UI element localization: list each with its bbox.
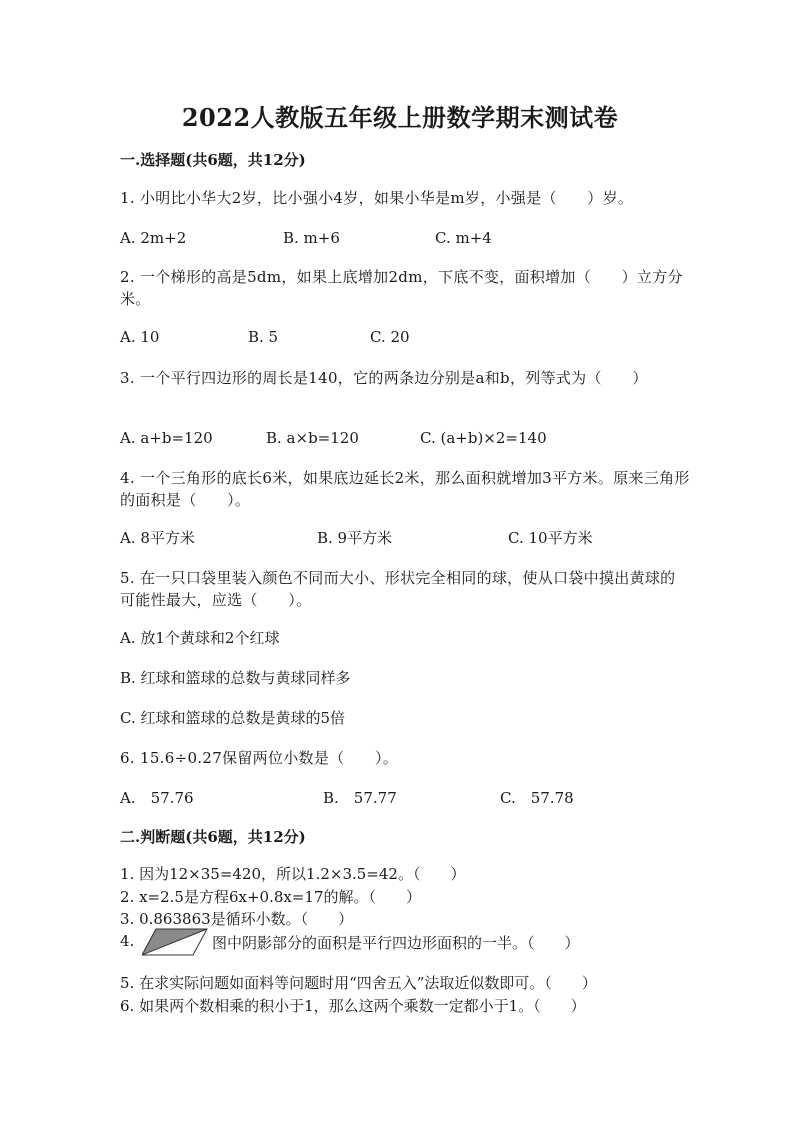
judge-item-4-text: 图中阴影部分的面积是平行四边形面积的一半。（ ） [212, 934, 580, 952]
question-4-options [120, 527, 680, 549]
option-b: B. a×b=120 [266, 429, 359, 447]
option-b: B. 9平方米 [317, 529, 393, 547]
question-6: 6. 15.6÷0.27保留两位小数是（ ）。 [120, 749, 399, 767]
option-a: A. 8平方米 [120, 529, 195, 547]
option-c: C. (a+b)×2=140 [420, 429, 547, 447]
judge-item-1: 1. 因为12×35=420，所以1.2×3.5=42。（ ） [120, 865, 466, 883]
parallelogram-figure-icon [142, 927, 208, 957]
page-title: 2022人教版五年级上册数学期末测试卷 [181, 103, 619, 132]
judge-item-6: 6. 如果两个数相乘的积小于1，那么这两个乘数一定都小于1。（ ） [120, 997, 586, 1015]
section-heading-choice: 一.选择题(共6题，共12分) [120, 151, 306, 169]
question-1: 1. 小明比小华大2岁，比小强小4岁，如果小华是m岁，小强是（ ）岁。 [120, 189, 634, 207]
question-1-options [120, 227, 680, 249]
question-5-option-b: B. 红球和篮球的总数与黄球同样多 [120, 669, 351, 687]
option-c: C. 10平方米 [508, 529, 593, 547]
judge-item-5: 5. 在求实际问题如面料等问题时用“四舍五入”法取近似数即可。（ ） [120, 974, 597, 992]
option-a: A. a+b=120 [120, 429, 213, 447]
section-heading-judge: 二.判断题(共6题，共12分) [120, 828, 306, 846]
question-5-option-c: C. 红球和篮球的总数是黄球的5倍 [120, 709, 346, 727]
question-6-options [120, 787, 680, 809]
option-c: C. m+4 [435, 229, 492, 247]
option-b: B. 57.77 [323, 789, 397, 807]
question-5-option-a: A. 放1个黄球和2个红球 [120, 629, 280, 647]
judge-item-2: 2. x=2.5是方程6x+0.8x=17的解。（ ） [120, 888, 422, 906]
option-a: A. 10 [120, 328, 160, 346]
judge-item-4-number: 4. [120, 932, 135, 950]
judge-item-3: 3. 0.863863是循环小数。（ ） [120, 910, 354, 928]
question-5: 5. 在一只口袋里装入颜色不同而大小、形状完全相同的球，使从口袋中摸出黄球的可能性最大，应选（ ）。 [120, 569, 676, 609]
option-a: A. 2m+2 [120, 229, 187, 247]
question-3: 3. 一个平行四边形的周长是140，它的两条边分别是a和b，列等式为（ ） [120, 369, 648, 387]
question-4: 4. 一个三角形的底长6米，如果底边延长2米，那么面积就增加3平方米。原来三角形的面积是（ ）。 [120, 469, 690, 509]
question-2-options [120, 326, 680, 348]
option-c: C. 20 [370, 328, 410, 346]
question-3-options [120, 427, 680, 449]
option-a: A. 57.76 [120, 789, 194, 807]
option-b: B. 5 [248, 328, 279, 346]
question-2: 2. 一个梯形的高是5dm，如果上底增加2dm，下底不变，面积增加（ ）立方分米。 [120, 268, 683, 308]
option-c: C. 57.78 [500, 789, 574, 807]
option-b: B. m+6 [283, 229, 340, 247]
